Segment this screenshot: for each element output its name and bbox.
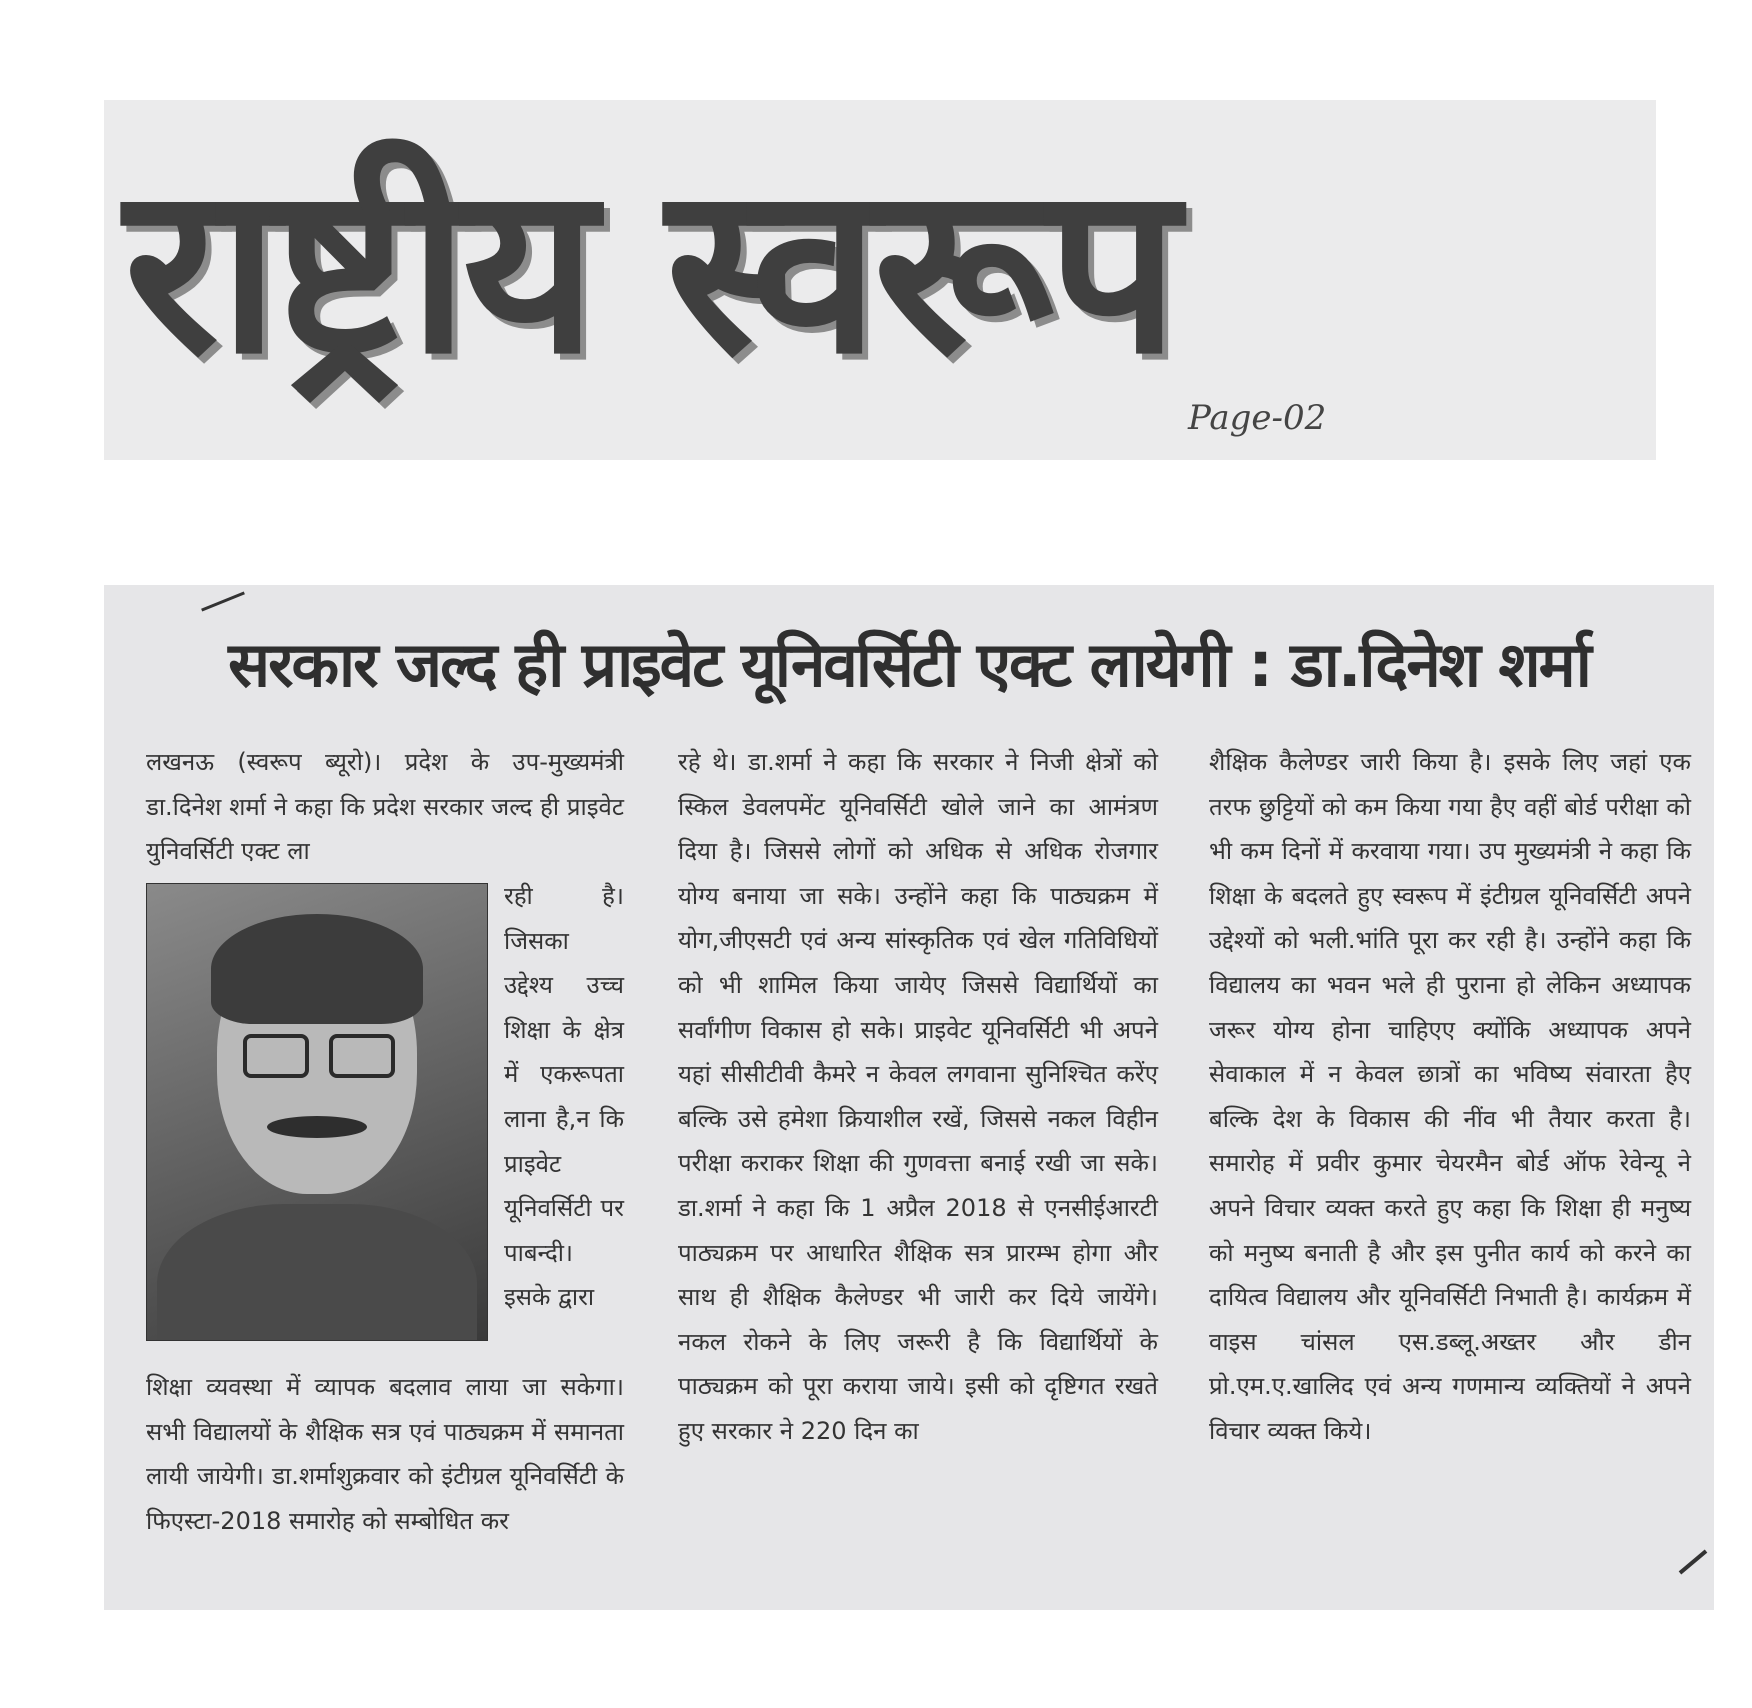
article-column-1-beside-photo [504, 874, 624, 1320]
newspaper-title: राष्ट्रीय स्वरूप [124, 135, 1174, 405]
photo-glasses-right [329, 1034, 395, 1078]
article-column-3 [1209, 740, 1691, 1454]
column-text: रहे थे। डा.शर्मा ने कहा कि सरकार ने निजी क्षेत्रों को स्किल डेवलपमेंट यूनिवर्सिटी खोले जाने का आमंत्रण दिया है। जिससे लोगों को अधिक से अधिक रोजगार योग्य बनाया जा सके। उन्होंने कहा कि पाठ्यक्रम में योग,जीएसटी एवं अन्य सांस्कृतिक एवं खेल गतिविधियों को भी शामिल किया जायेए जिससे विद्यार्थियों का सर्वांगीण विकास हो सके। प्राइवेट यूनिवर्सिटी भी अपने यहां सीसीटीवी कैमरे न केवल लगवाना सुनिश्चित करेंए बल्कि उसे हमेशा क्रियाशील रखें, जिससे नकल विहीन परीक्षा कराकर शिक्षा की गुणवत्ता बनाई रखी जा सके। डा.शर्मा ने कहा कि 1 अप्रैल 2018 से एनसीईआरटी पाठ्यक्रम पर आधारित शैक्षिक सत्र प्रारम्भ होगा और साथ ही शैक्षिक कैलेण्डर भी जारी कर दिये जायेंगे। नकल रोकने के लिए जरूरी है कि विद्यार्थियों के पाठ्यक्रम को पूरा कराया जाये। इसी को दृष्टिगत रखते हुए सरकार ने 220 दिन का [678, 748, 1158, 1445]
photo-glasses-left [243, 1034, 309, 1078]
photo-mustache [267, 1116, 367, 1138]
column-text: रही है। जिसका उद्देश्य उच्च शिक्षा के क्षेत्र में एकरूपता लाना है,न कि प्राइवेट यूनिवर्सिटी पर पाबन्दी। इसके द्वारा [504, 882, 624, 1312]
column-text: लखनऊ (स्वरूप ब्यूरो)। प्रदेश के उप-मुख्यमंत्री डा.दिनेश शर्मा ने कहा कि प्रदेश सरकार जल्द ही प्राइवेट युनिवर्सिटी एक्ट ला [146, 748, 624, 866]
photo-shirt [157, 1204, 477, 1341]
column-text: शैक्षिक कैलेण्डर जारी किया है। इसके लिए जहां एक तरफ छुट्टियों को कम किया गया हैए वहीं बोर्ड परीक्षा को भी कम दिनों में करवाया गया। उप मुख्यमंत्री ने कहा कि शिक्षा के बदलते हुए स्वरूप में इंटीग्रल यूनिवर्सिटी अपने उद्देश्यों को भली.भांति पूरा कर रही है। उन्होंने कहा कि विद्यालय का भवन भले ही पुराना हो लेकिन अध्यापक जरूर योग्य होना चाहिएए क्योंकि अध्यापक अपने सेवाकाल में न केवल छात्रों का भविष्य संवारता हैए बल्कि देश के विकास की नींव भी तैयार करता है। समारोह में प्रवीर कुमार चेयरमैन बोर्ड ऑफ रेवेन्यू ने अपने विचार व्यक्त करते हुए कहा कि शिक्षा ही मनुष्य को मनुष्य बनाती है और इस पुनीत कार्य को करने का दायित्व विद्यालय और यूनिवर्सिटी निभाती है। कार्यक्रम में वाइस चांसल एस.डब्लू.अख्तर और डीन प्रो.एम.ए.खालिद एवं अन्य गणमान्य व्यक्तियों ने अपने विचार व्यक्त किये। [1209, 748, 1691, 1445]
article-column-2 [678, 740, 1158, 1454]
news-clipping [104, 585, 1714, 1610]
article-column-1-below-photo [146, 1365, 624, 1543]
handwritten-page-note: Page-02 [1188, 398, 1327, 438]
article-headline: सरकार जल्द ही प्राइवेट यूनिवर्सिटी एक्ट लायेगी : डा.दिनेश शर्मा [228, 628, 1590, 701]
column-text: शिक्षा व्यवस्था में व्यापक बदलाव लाया जा सकेगा। सभी विद्यालयों के शैक्षिक सत्र एवं पाठ्यक्रम में समानता लायी जायेगी। डा.शर्माशुक्रवार को इंटीग्रल यूनिवर्सिटी के फिएस्टा-2018 समारोह को सम्बोधित कर [146, 1373, 624, 1535]
portrait-photo [146, 883, 488, 1341]
photo-hair [211, 914, 423, 1024]
masthead [104, 100, 1656, 460]
article-column-1-intro [146, 740, 624, 874]
